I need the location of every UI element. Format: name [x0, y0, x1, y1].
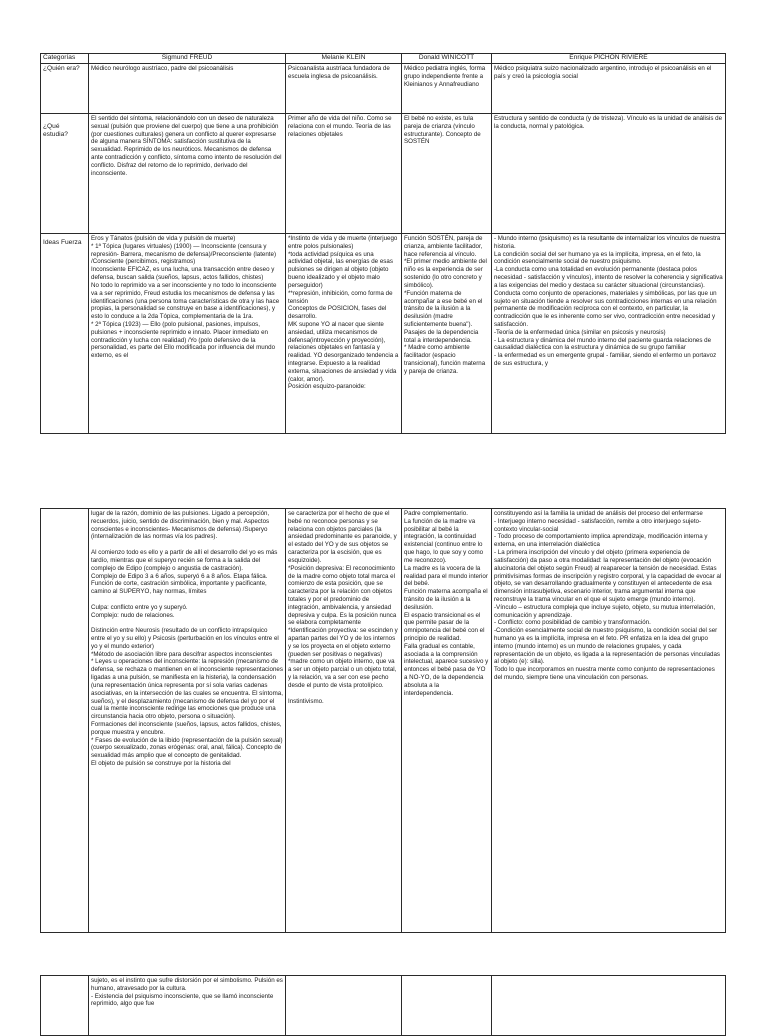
category-quien-era: ¿Quién era?: [41, 64, 89, 114]
comparison-table-page-2: [40, 508, 726, 933]
cell-winnicott-ideas: Función SOSTÉN, pareja de crianza, ambiente facilitador, hace referencia al vínculo. *El primer medio ambiente del niño es la experiencia de ser sostenido (lo otro concreto y simbólico). *Función materna de acompañar a ese bebé en el tránsito de la ilusión a la desilusión (madre suficientemente buena"). Pasajes de la dependencia total a interdependencia. * Madre como ambiente facilitador (espacio transicional), función materna y pareja de crianza.: [402, 234, 492, 434]
cell-winnicott-estudia: El bebé no existe, es tula pareja de crianza (vínculo estructurante). Concepto de SOSTÉN: [402, 114, 492, 234]
cell-pichon-empty: [492, 976, 726, 1036]
header-klein: Melanie KLEIN: [286, 54, 402, 64]
cell-klein-empty: [286, 976, 402, 1036]
cell-freud-continued-2: sujeto, es el instinto que sufre distorsión por el simbolismo. Pulsión es humano, atravesado por la cultura. - Existencia del psiquismo inconsciente, que se llamó inconsciente reprimido, algo que fue: [89, 976, 286, 1036]
row-ideas-fuerza-continued: [41, 509, 726, 933]
comparison-table-page-3: [40, 975, 726, 1036]
cell-freud-ideas: Eros y Tánatos (pulsión de vida y pulsión de muerte) * 1ª Tópica (lugares virtuales) (1900) — Inconsciente (censura y represión- Barrera, mecanismo de defensa)/Preconsciente (latente) /Consciente (percibimos, registramos) Inconsciente EFICAZ, es una lucha, una transacción entre deseo y defensa, buscan salida (sueños, lapsus, actos fallidos, chistes) No todo lo reprimido va a ser inconsciente y no todo lo inconsciente va a ser reprimido, Freud estudia los mecanismos de defensa y las identificaciones (una persona toma características de otra y las hace propias, la personalidad se construye en base a identificaciones), y esto lo conduce a la 2da Tópica, complementaria de la 1ra. * 2ª Tópica (1923) — Ello (polo pulsional, pasiones, impulsos, pulsiones + inconsciente reprimido e innato. Placer inmediato en contradicción y lucha con realidad) /Yo (polo defensivo de la personalidad, es parte del Ello modificada por influencia del mundo externo, es el: [89, 234, 286, 434]
header-freud: Sigmund FREUD: [89, 54, 286, 64]
category-ideas-fuerza: Ideas Fuerza: [41, 234, 89, 434]
row-quien-era: [41, 64, 726, 114]
cell-pichon-continued: constituyendo así la familia la unidad de análisis del proceso del enfermarse - Interjuego interno necesidad - satisfacción, remite a otro interjuego sujeto-contexto vincular-social - Todo proceso de comportamiento implica aprendizaje, modificación interna y externa, en una interrelación dialéctica - La primera inscripción del vínculo y del objeto (primera experiencia de satisfacción) da paso a otra modalidad: la representación del objeto (evocación alucinatoria del objeto según Freud) al reaparecer la tensión de necesidad. Estas primitivísimas formas de inscripción y registro corporal, y la capacidad de evocar al objeto, se van desarrollando gradualmente y constituyen el antecedente de esa dimensión intrasubjetiva, escenario interior, trama argumental interna que reconstruye la trama vincular en el que el sujeto emerge (mundo interno). -Vínculo – estructura compleja que incluye sujeto, objeto, su mutua interrelación, comunicación y aprendizaje. - Conflicto: como posibilidad de cambio y transformación. -Condición esencialmente social de nuestro psiquismo, la condición social del ser humano ya es la implícita, impresa en el feto. PR enfatiza en la idea del grupo interno (mundo interno) es un mundo de relaciones grupales, y cada representación de un objeto, es ligada a la representación de personas vinculadas al objeto (e): silla). Todo lo que incorporamos en nuestra mente como conjunto de representaciones del mundo, siempre tiene una vinculación con personas.: [492, 509, 726, 933]
cell-winnicott-continued: Padre complementario. La función de la madre va posibilitar al bebé la integración, la continuidad existencial (continuo entre lo que hago, lo que soy y como me reconozco). La madre es la vocera de la realidad para el mundo interior del bebé. Función materna acompaña el tránsito de la ilusión a la desilusión. El espacio transicional es el que permite pasar de la omnipotencia del bebé con el principio de realidad. Falla gradual es contable, asociada a la comprensión intelectual, aparece sucesivo y entonces el bebé pasa de YO a NO-YO, de la dependencia absoluta a la interdependencia.: [402, 509, 492, 933]
header-pichon: Enrique PICHON RIVIERE: [492, 54, 726, 64]
cell-klein-quien: Psicoanalista austríaca fundadora de escuela inglesa de psicoanálisis.: [286, 64, 402, 114]
cell-klein-ideas: *Instinto de vida y de muerte (interjuego entre polos pulsionales) *toda actividad psíquica es una actividad objetal, las energías de esas pulsiones se dirigen al objeto (objeto bueno idealizado y el objeto malo perseguidor) **represión, inhibición, como forma de tensión Conceptos de POSICION, fases del desarrollo. MK supone YO al nacer que siente ansiedad, utiliza mecanismos de defensa(introyección y proyección), relaciones objetales en fantasía y realidad. YO desorganizado tendencia a integrarse. Expuesto a la realidad externa, situaciones de ansiedad y vida (calor, amor). Posición esquizo-paranoide:: [286, 234, 402, 434]
header-categorias: Categorías: [41, 54, 89, 64]
row-ideas-fuerza: [41, 234, 726, 434]
cell-klein-continued: se caracteriza por el hecho de que el bebé no reconoce personas y se relaciona con objetos parciales (la ansiedad predominante es paranoide, y el estado del YO y de sus objetos se caracteriza por la escisión, que es esquizoide). *Posición depresiva: El reconocimiento de la madre como objeto total marca el comienzo de esta posición, que se caracteriza por la relación con objetos totales y por el predominio de integración, ambivalencia, y ansiedad depresiva y culpa. Es la posición nunca se elabora completamente *Identificación proyectiva: se escinden y apartan partes del YO y de los internos y se los proyecta en el objeto externo (pueden ser positivas o negativas) *madre como un objeto interno, que va a ser un objeto parcial o un objeto total, y la relación, va a ser con ese pecho desde el punto de vista protolípico. Instintivismo.: [286, 509, 402, 933]
category-empty: [41, 509, 89, 933]
cell-winnicott-quien: Médico pediatra inglés, forma grupo independiente frente a Kleinianos y Annafreudiano: [402, 64, 492, 114]
cell-pichon-estudia: Estructura y sentido de conducta (y de tristeza). Vínculo es la unidad de análisis de la conducta, normal y patológica.: [492, 114, 726, 234]
cell-pichon-quien: Médico psiquiatra suizo nacionalizado argentino, introdujo el psicoanálisis en el país y creó la psicología social: [492, 64, 726, 114]
category-empty-2: [41, 976, 89, 1036]
row-que-estudia: [41, 114, 726, 234]
row-ideas-fuerza-continued-2: [41, 976, 726, 1036]
cell-klein-estudia: Primer año de vida del niño. Como se relaciona con el mundo. Teoría de las relaciones objetales: [286, 114, 402, 234]
cell-winnicott-empty: [402, 976, 492, 1036]
header-winnicott: Donald WINICOTT: [402, 54, 492, 64]
category-que-estudia: ¿Qué estudia?: [41, 114, 89, 234]
cell-pichon-ideas: - Mundo interno (psiquismo) es la resultante de internalizar los vínculos de nuestra historia. La condición social del ser humano ya es la implícita, impresa, en el feto, la condición esencialmente social de nuestro psiquismo. -La conducta como una totalidad en evolución permanente (destaca polos necesidad - satisfacción y vínculos), intento de resolver la coherencia y significativa a las exigencias del medio y destaca su carácter situacional (circunstancias). Conducta como conjunto de operaciones, materiales y simbólicas, por las que un sujeto en situación tiende a resolver sus contradicciones internas en una relación permanente de modificación recíproca con el contexto, en particular, la contradicción que le es inherente como ser vivo, contradicción entre necesidad y satisfacción. -Teoría de la enfermedad única (similar en psicosis y neurosis) - La estructura y dinámica del mundo interno del paciente guarda relaciones de causalidad dialéctica con la estructura y dinámica de su grupo familiar - la enfermedad es un emergente grupal - familiar, siendo el enfermo un portavoz de sus estructura, y: [492, 234, 726, 434]
cell-freud-estudia: El sentido del síntoma, relacionándolo con un deseo de naturaleza sexual (pulsión que proviene del cuerpo) que tiene a una prohibición (por cuestiones culturales) genera un conflicto al querer expresarse de alguna manera SÍNTOMA: satisfacción sustitutiva de la sexualidad. Reprimido de los neuróticos. Mecanismos de defensa ante contradicción y conflicto, síntoma como intento de resolución del conflicto. Disfraz del retorno de lo reprimido, derivado del inconsciente.: [89, 114, 286, 234]
cell-freud-quien: Médico neurólogo austríaco, padre del psicoanálisis: [89, 64, 286, 114]
header-row: [41, 54, 726, 64]
comparison-table-page-1: [40, 53, 726, 434]
cell-freud-continued: lugar de la razón, dominio de las pulsiones. Ligado a percepción, recuerdos, juicio, sentido de discriminación, bien y mal. Aspectos conscientes e inconscientes- Mecanismos de defensa) /Superyo (internalización de las normas vía los padres). Al comienzo todo es ello y a partir de allí el desarrollo del yo es más tardío, mientras que el superyo recién se forma a la salida del complejo de Edipo (complejo o angustia de castración). Complejo de Edipo 3 a 6 años, superyó 6 a 8 años. Etapa fálica. Función de corte, castración simbólica, importante y pacificante, camino al SUPERYO, hay normas, límites Culpa: conflicto entre yo y superyó. Complejo: nudo de relaciones. Distinción entre Neurosis (resultado de un conflicto intrapsíquico entre el yo y su ello) y Psicosis (perturbación en los vínculos entre el yo y el mundo exterior) *Método de asociación libre para descifrar aspectos inconscientes * Leyes u operaciones del inconsciente: la represión (mecanismo de defensa, se rechaza o mantienen en el inconsciente representaciones ligadas a una pulsión, se manifiesta en la histeria), la condensación (una representación única representa por sí sola varias cadenas asociativas, en la intersección de las cuales se encuentra. El síntoma, sueños), y el desplazamiento (mecanismo de defensa del yo por el cual la mente inconsciente redirige las emociones que produce una circunstancia hacia otro objeto, persona o situación). Formaciones del inconsciente (sueños, lapsus, actos fallidos, chistes, porque muestra y encubre. * Fases de evolución de la libido (representación de la pulsión sexual) (cuerpo sexualizado, zonas erógenas: oral, anal, fálica). Concepto de sexualidad más amplio que el concepto de genitalidad. El objeto de pulsión se construye por la historia del: [89, 509, 286, 933]
